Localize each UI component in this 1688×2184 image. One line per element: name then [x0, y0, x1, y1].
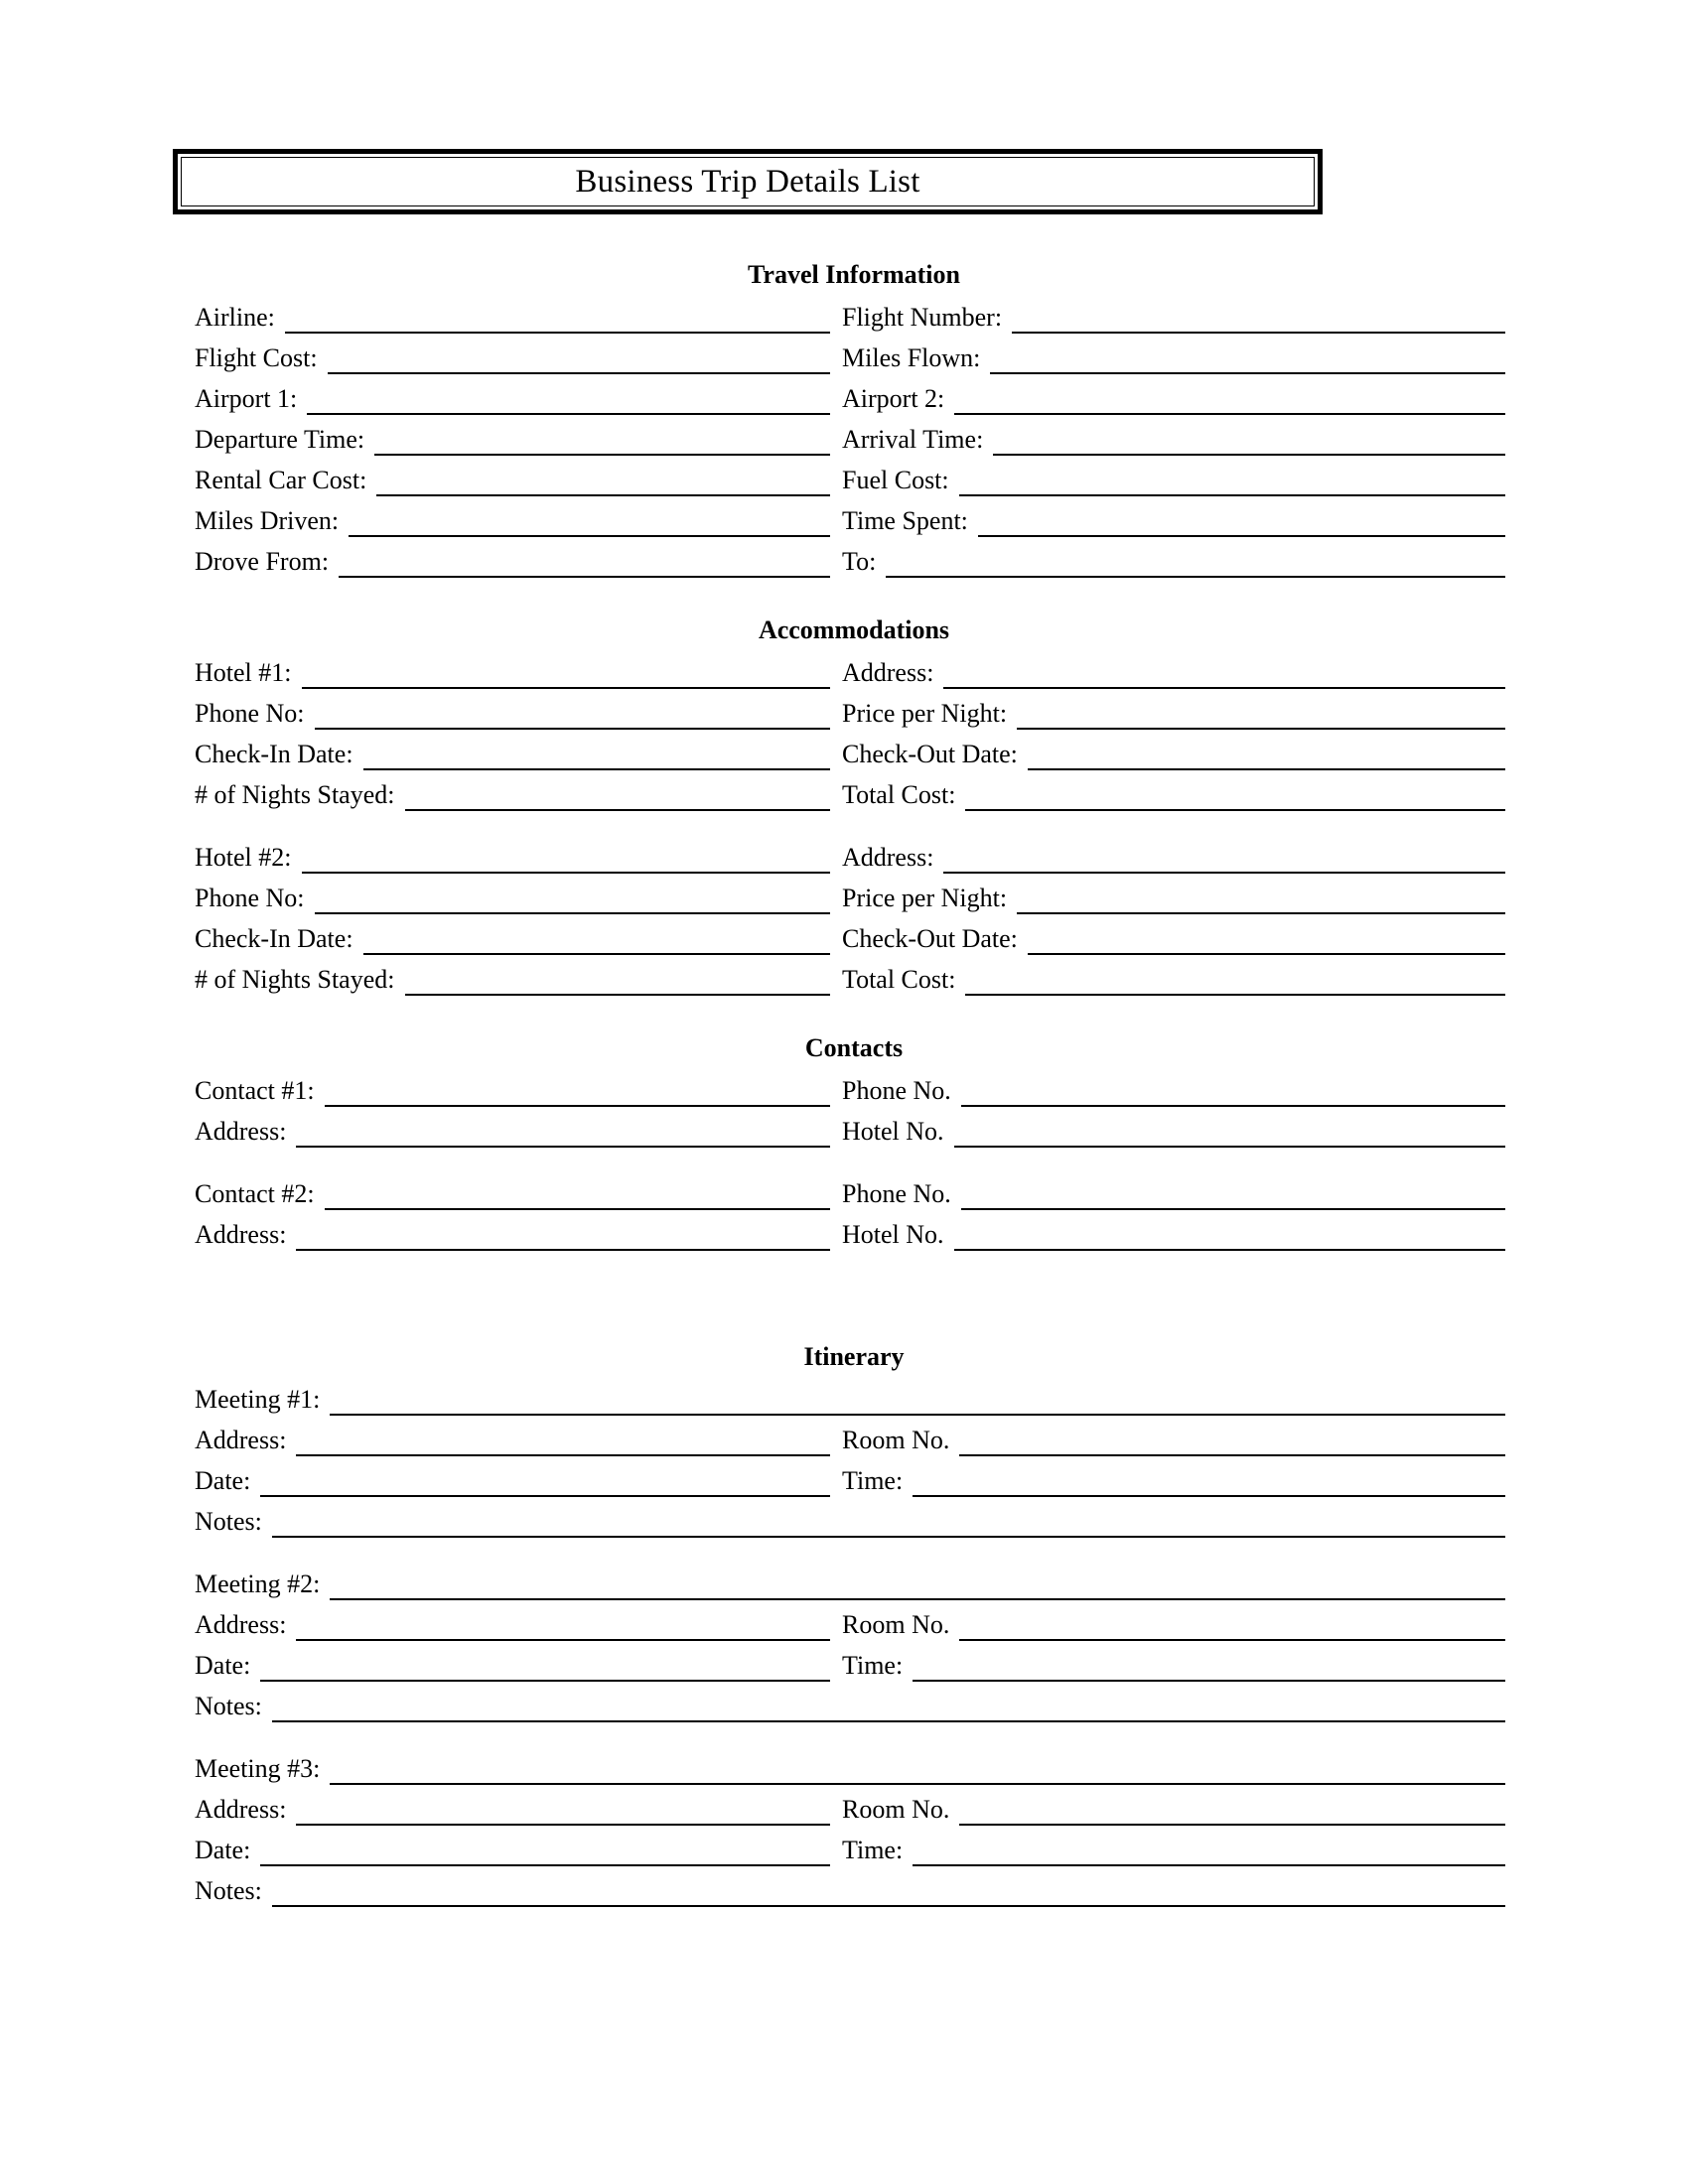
form-cell-left — [195, 549, 842, 578]
field-input-line[interactable] — [993, 427, 1505, 456]
field-input-line[interactable] — [374, 427, 830, 456]
field-label: Date: — [195, 1836, 251, 1865]
form-cell-left — [195, 742, 842, 770]
form-cell-full — [195, 1694, 1505, 1722]
form-cell-right — [842, 345, 1505, 374]
form-cell-right — [842, 1428, 1505, 1456]
field-input-line[interactable] — [959, 1612, 1505, 1641]
form-cell-right — [842, 386, 1505, 415]
form-cell-left — [195, 468, 842, 496]
field-label: Address: — [842, 843, 934, 873]
form-row — [195, 1600, 1505, 1641]
field-input-line[interactable] — [954, 386, 1505, 415]
form-cell-right — [842, 967, 1505, 996]
form-row — [195, 1641, 1505, 1682]
form-cell-left — [195, 386, 842, 415]
field-label: Meeting #1: — [195, 1385, 321, 1415]
field-input-line[interactable] — [302, 660, 831, 689]
form-cell-left — [195, 345, 842, 374]
form-cell-left — [195, 926, 842, 955]
form-group — [195, 1066, 1505, 1148]
form-cell-left — [195, 845, 842, 874]
field-label: # of Nights Stayed: — [195, 780, 395, 810]
field-input-line[interactable] — [954, 1222, 1505, 1251]
field-input-line[interactable] — [325, 1078, 830, 1107]
field-label: Phone No: — [195, 884, 305, 913]
field-input-line[interactable] — [260, 1653, 830, 1682]
field-label: Flight Cost: — [195, 343, 318, 373]
field-label: Miles Driven: — [195, 506, 340, 536]
form-cell-right — [842, 1222, 1505, 1251]
field-label: Price per Night: — [842, 884, 1008, 913]
field-label: Meeting #2: — [195, 1570, 321, 1599]
form-cell-right — [842, 1838, 1505, 1866]
field-label: Arrival Time: — [842, 425, 984, 455]
form-row — [195, 1210, 1505, 1251]
field-input-line[interactable] — [272, 1509, 1505, 1538]
field-input-line[interactable] — [296, 1119, 830, 1148]
form-section — [195, 1251, 1505, 1907]
form-group — [195, 1375, 1505, 1538]
field-input-line[interactable] — [296, 1612, 830, 1641]
field-label: Price per Night: — [842, 699, 1008, 729]
form-cell-right — [842, 1078, 1505, 1107]
field-input-line[interactable] — [913, 1468, 1505, 1497]
form-cell-right — [842, 701, 1505, 730]
field-label: Notes: — [195, 1507, 262, 1537]
form-cell-left — [195, 701, 842, 730]
form-section — [195, 260, 1505, 578]
form-row — [195, 537, 1505, 578]
field-input-line[interactable] — [961, 1078, 1505, 1107]
form-cell-right — [842, 660, 1505, 689]
field-label: Time Spent: — [842, 506, 968, 536]
form-cell-left — [195, 886, 842, 914]
form-cell-right — [842, 305, 1505, 334]
form-group — [195, 1744, 1505, 1907]
field-input-line[interactable] — [990, 345, 1505, 374]
form-cell-right — [842, 468, 1505, 496]
section-heading: Contacts — [804, 1033, 904, 1063]
form-cell-full — [195, 1878, 1505, 1907]
field-label: Drove From: — [195, 547, 330, 577]
field-input-line[interactable] — [339, 549, 830, 578]
field-label: Date: — [195, 1466, 251, 1496]
field-label: Departure Time: — [195, 425, 365, 455]
field-input-line[interactable] — [307, 386, 830, 415]
field-input-line[interactable] — [1017, 886, 1505, 914]
field-label: Miles Flown: — [842, 343, 981, 373]
form-cell-left — [195, 1612, 842, 1641]
field-label: Total Cost: — [842, 965, 956, 995]
form-row — [195, 730, 1505, 770]
form-cell-left — [195, 1222, 842, 1251]
field-label: Hotel No. — [842, 1117, 944, 1147]
form-cell-right — [842, 782, 1505, 811]
form-cell-left — [195, 1838, 842, 1866]
field-label: Time: — [842, 1651, 904, 1681]
field-label: Address: — [195, 1220, 287, 1250]
section-heading: Itinerary — [803, 1342, 905, 1372]
form-row — [195, 1107, 1505, 1148]
field-label: Fuel Cost: — [842, 466, 949, 495]
field-input-line[interactable] — [1028, 742, 1505, 770]
form-cell-full — [195, 1571, 1505, 1600]
section-spacer — [195, 1251, 1505, 1342]
field-input-line[interactable] — [302, 845, 831, 874]
field-input-line[interactable] — [376, 468, 830, 496]
field-input-line[interactable] — [296, 1428, 830, 1456]
section-rows — [195, 293, 1505, 578]
field-label: Notes: — [195, 1876, 262, 1906]
field-input-line[interactable] — [943, 660, 1505, 689]
field-label: Check-Out Date: — [842, 924, 1018, 954]
form-row — [195, 1497, 1505, 1538]
form-row — [195, 1169, 1505, 1210]
field-label: Address: — [195, 1426, 287, 1455]
section-rows — [195, 1375, 1505, 1907]
form-row — [195, 648, 1505, 689]
form-row — [195, 1066, 1505, 1107]
form-cell-right — [842, 1612, 1505, 1641]
form-cell-right — [842, 886, 1505, 914]
field-label: Room No. — [842, 1795, 950, 1825]
form-row — [195, 1682, 1505, 1722]
field-input-line[interactable] — [959, 468, 1505, 496]
form-row — [195, 955, 1505, 996]
field-label: Notes: — [195, 1692, 262, 1721]
field-input-line[interactable] — [260, 1838, 830, 1866]
section-spacer — [195, 996, 1505, 1033]
field-label: Address: — [195, 1795, 287, 1825]
form-row — [195, 1866, 1505, 1907]
field-input-line[interactable] — [959, 1428, 1505, 1456]
form-cell-right — [842, 1468, 1505, 1497]
form-group — [195, 833, 1505, 996]
field-label: Check-In Date: — [195, 924, 353, 954]
field-input-line[interactable] — [965, 782, 1505, 811]
section-heading: Travel Information — [748, 260, 960, 289]
form-row — [195, 496, 1505, 537]
field-label: Hotel #1: — [195, 658, 292, 688]
field-input-line[interactable] — [272, 1694, 1505, 1722]
field-label: Address: — [195, 1117, 287, 1147]
form-cell-left — [195, 1653, 842, 1682]
field-input-line[interactable] — [363, 926, 830, 955]
form-row — [195, 874, 1505, 914]
form-row — [195, 689, 1505, 730]
field-input-line[interactable] — [363, 742, 830, 770]
form-section — [195, 578, 1505, 996]
form-cell-right — [842, 1119, 1505, 1148]
form-cell-right — [842, 742, 1505, 770]
form-cell-left — [195, 1468, 842, 1497]
field-input-line[interactable] — [330, 1756, 1505, 1785]
field-label: Time: — [842, 1836, 904, 1865]
form-cell-full — [195, 1387, 1505, 1416]
section-rows — [195, 1066, 1505, 1251]
form-cell-right — [842, 926, 1505, 955]
field-input-line[interactable] — [315, 886, 831, 914]
form-cell-right — [842, 508, 1505, 537]
field-input-line[interactable] — [1017, 701, 1505, 730]
form-row — [195, 1826, 1505, 1866]
field-label: Hotel #2: — [195, 843, 292, 873]
group-spacer — [195, 1148, 1505, 1169]
form-row — [195, 334, 1505, 374]
form-cell-left — [195, 1428, 842, 1456]
form-row — [195, 1375, 1505, 1416]
form-cell-full — [195, 1509, 1505, 1538]
form-cell-left — [195, 1797, 842, 1826]
form-row — [195, 914, 1505, 955]
form-row — [195, 1560, 1505, 1600]
field-label: Phone No: — [195, 699, 305, 729]
form-row — [195, 833, 1505, 874]
field-input-line[interactable] — [330, 1387, 1505, 1416]
form-row — [195, 1416, 1505, 1456]
field-label: Hotel No. — [842, 1220, 944, 1250]
field-input-line[interactable] — [913, 1653, 1505, 1682]
form-cell-right — [842, 1181, 1505, 1210]
field-input-line[interactable] — [961, 1181, 1505, 1210]
field-input-line[interactable] — [315, 701, 831, 730]
form-cell-right — [842, 427, 1505, 456]
page-title: Business Trip Details List — [575, 163, 920, 200]
field-input-line[interactable] — [349, 508, 830, 537]
field-input-line[interactable] — [325, 1181, 830, 1210]
form-cell-left — [195, 427, 842, 456]
form-cell-left — [195, 508, 842, 537]
form-cell-left — [195, 1078, 842, 1107]
form-cell-left — [195, 782, 842, 811]
field-label: Contact #1: — [195, 1076, 315, 1106]
section-spacer — [195, 578, 1505, 615]
field-input-line[interactable] — [296, 1222, 830, 1251]
field-label: Rental Car Cost: — [195, 466, 367, 495]
field-input-line[interactable] — [405, 967, 831, 996]
form-content — [195, 260, 1505, 1907]
form-row — [195, 374, 1505, 415]
field-label: Check-In Date: — [195, 740, 353, 769]
form-group — [195, 1169, 1505, 1251]
group-spacer — [195, 1538, 1505, 1560]
form-cell-right — [842, 1653, 1505, 1682]
field-label: Room No. — [842, 1610, 950, 1640]
field-input-line[interactable] — [943, 845, 1505, 874]
field-input-line[interactable] — [330, 1571, 1505, 1600]
field-label: Address: — [842, 658, 934, 688]
field-input-line[interactable] — [978, 508, 1505, 537]
form-cell-right — [842, 845, 1505, 874]
form-section — [195, 996, 1505, 1251]
form-row — [195, 770, 1505, 811]
field-input-line[interactable] — [959, 1797, 1505, 1826]
field-label: Phone No. — [842, 1076, 951, 1106]
field-label: Contact #2: — [195, 1179, 315, 1209]
field-input-line[interactable] — [954, 1119, 1505, 1148]
title-box-inner — [181, 157, 1315, 206]
form-row — [195, 415, 1505, 456]
field-input-line[interactable] — [272, 1878, 1505, 1907]
field-label: Airport 1: — [195, 384, 298, 414]
field-label: Meeting #3: — [195, 1754, 321, 1784]
group-spacer — [195, 1722, 1505, 1744]
section-heading: Accommodations — [758, 615, 950, 645]
form-cell-left — [195, 1181, 842, 1210]
field-input-line[interactable] — [405, 782, 831, 811]
field-input-line[interactable] — [296, 1797, 830, 1826]
field-input-line[interactable] — [913, 1838, 1505, 1866]
group-spacer — [195, 811, 1505, 833]
field-label: Date: — [195, 1651, 251, 1681]
form-cell-full — [195, 1756, 1505, 1785]
form-group — [195, 648, 1505, 811]
field-label: Airport 2: — [842, 384, 945, 414]
field-input-line[interactable] — [285, 305, 830, 334]
form-cell-right — [842, 549, 1505, 578]
form-row — [195, 1785, 1505, 1826]
field-label: Time: — [842, 1466, 904, 1496]
form-cell-left — [195, 1119, 842, 1148]
form-cell-left — [195, 305, 842, 334]
section-rows — [195, 648, 1505, 996]
field-label: To: — [842, 547, 877, 577]
form-cell-right — [842, 1797, 1505, 1826]
field-input-line[interactable] — [260, 1468, 830, 1497]
field-label: Address: — [195, 1610, 287, 1640]
form-row — [195, 1744, 1505, 1785]
form-cell-left — [195, 967, 842, 996]
field-input-line[interactable] — [965, 967, 1505, 996]
field-label: Room No. — [842, 1426, 950, 1455]
field-input-line[interactable] — [328, 345, 830, 374]
form-group — [195, 1560, 1505, 1722]
form-row — [195, 456, 1505, 496]
field-label: Total Cost: — [842, 780, 956, 810]
field-input-line[interactable] — [1028, 926, 1505, 955]
field-label: Airline: — [195, 303, 275, 333]
form-cell-left — [195, 660, 842, 689]
field-input-line[interactable] — [1012, 305, 1505, 334]
field-label: # of Nights Stayed: — [195, 965, 395, 995]
title-box — [173, 149, 1323, 214]
field-label: Flight Number: — [842, 303, 1003, 333]
field-input-line[interactable] — [886, 549, 1505, 578]
form-row — [195, 293, 1505, 334]
field-label: Check-Out Date: — [842, 740, 1018, 769]
form-row — [195, 1456, 1505, 1497]
field-label: Phone No. — [842, 1179, 951, 1209]
